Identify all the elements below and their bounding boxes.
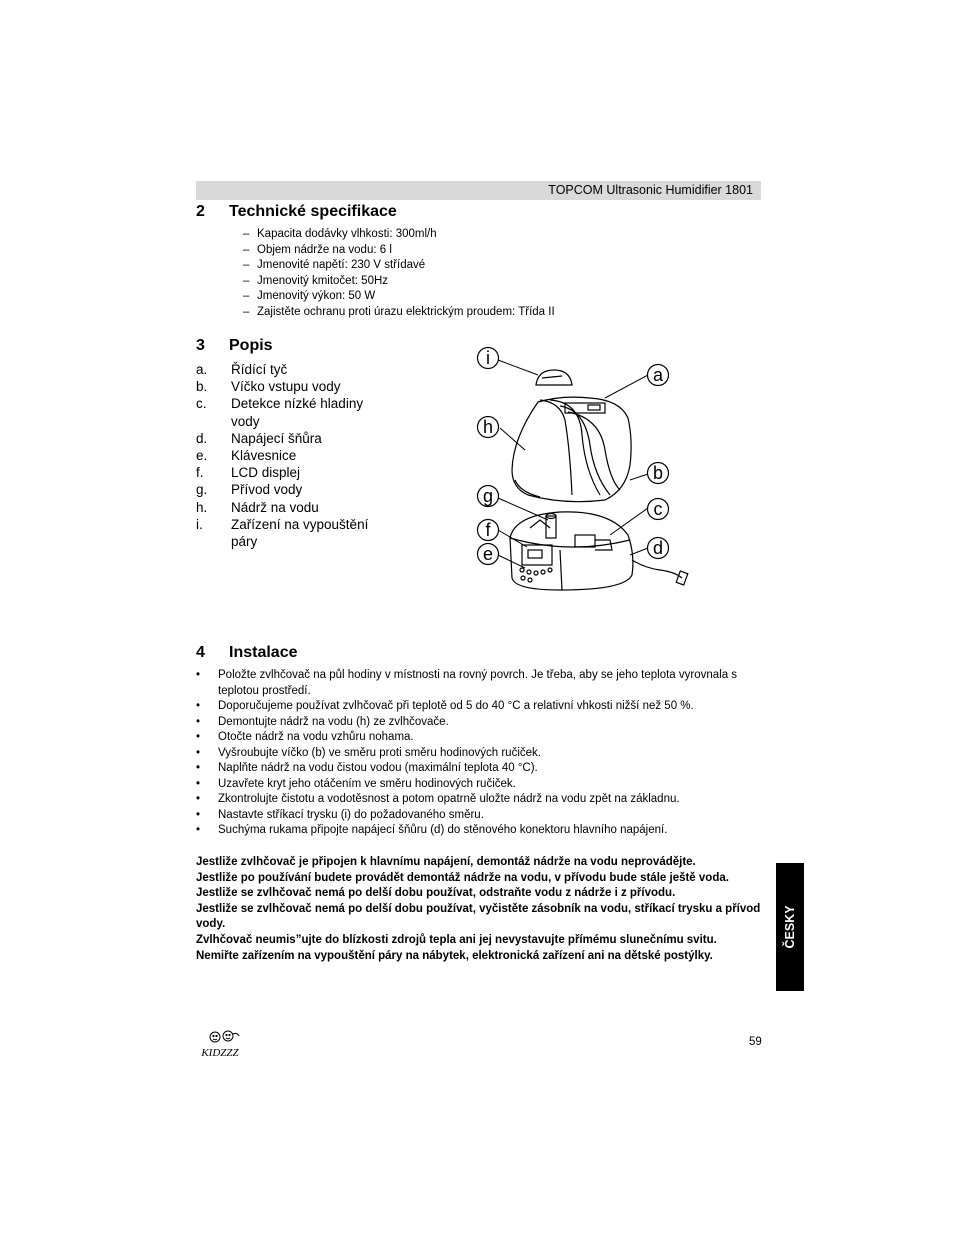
page-number: 59 bbox=[749, 1036, 762, 1048]
header-bar bbox=[196, 181, 761, 200]
list-item: h. Nádrž na vodu bbox=[196, 499, 319, 515]
section-title: Popis bbox=[229, 337, 273, 354]
language-tab bbox=[776, 863, 804, 991]
warning-line: Zvlhčovač neumis”ujte do blízkosti zdrojů tepla ani jej nevystavujte přímému slunečnímu svitu. bbox=[196, 933, 717, 946]
svg-text:KIDZZZ: KIDZZZ bbox=[201, 1047, 239, 1059]
list-item: • Otočte nádrž na vodu vzhůru nohama. bbox=[196, 731, 414, 743]
callout-label: d bbox=[652, 538, 664, 558]
humidifier-diagram bbox=[470, 340, 700, 595]
warning-line: Jestliže se zvlhčovač nemá po delší dobu používat, vyčistěte zásobník na vodu, stříkací trysku a přívod vody. bbox=[196, 902, 761, 931]
callout-label: i bbox=[486, 348, 490, 368]
warning-line: Jestliže zvlhčovač je připojen k hlavnímu napájení, demontáž nádrže na vodu neprovádějte. bbox=[196, 856, 696, 868]
list-item: • Doporučujeme používat zvlhčovač při teplotě od 5 do 40 °C a relativní vhkosti nižší než 50 %. bbox=[196, 700, 694, 712]
document-title: TOPCOM Ultrasonic Humidifier 1801 bbox=[548, 183, 753, 197]
list-item: – Jmenovité napětí: 230 V střídavé bbox=[243, 259, 426, 271]
language-label: ČESKY bbox=[783, 905, 797, 949]
section-number: 2 bbox=[196, 203, 205, 220]
callout-label: f bbox=[485, 520, 491, 540]
callout-label: h bbox=[482, 417, 494, 437]
callout-label: c bbox=[653, 499, 663, 519]
parts-list bbox=[196, 361, 381, 550]
list-item: – Objem nádrže na vodu: 6 l bbox=[243, 243, 392, 256]
spec-list bbox=[243, 227, 555, 320]
power-cord bbox=[632, 560, 682, 578]
list-item: c. Detekce nízké hladiny vody bbox=[196, 396, 364, 429]
list-item: • Demontujte nádrž na vodu (h) ze zvlhčovače. bbox=[196, 715, 449, 728]
section-number: 4 bbox=[196, 644, 205, 661]
callout-label: b bbox=[652, 463, 664, 483]
list-item: i. Zařízení na vypouštění páry bbox=[196, 516, 369, 550]
installation-list bbox=[196, 668, 766, 839]
list-item: e. Klávesnice bbox=[196, 448, 297, 464]
callout-label: e bbox=[482, 544, 494, 564]
list-item: • Naplňte nádrž na vodu čistou vodou (maximální teplota 40 °C). bbox=[196, 762, 538, 774]
list-item: • Uzavřete kryt jeho otáčením ve směru hodinových ručiček. bbox=[196, 777, 516, 790]
list-item: – Kapacita dodávky vlhkosti: 300ml/h bbox=[243, 228, 437, 240]
list-item: a. Řídící tyč bbox=[196, 362, 288, 377]
list-item: f. LCD displej bbox=[196, 465, 301, 481]
list-item: • Suchýma rukama připojte napájecí šňůru (d) do stěnového konektoru hlavního napájení. bbox=[196, 824, 668, 836]
list-item: • Nastavte stříkací trysku (i) do požadovaného směru. bbox=[196, 808, 484, 821]
kidzzz-logo bbox=[195, 1027, 245, 1059]
section-title: Technické specifikace bbox=[229, 203, 397, 220]
warnings-block bbox=[196, 855, 766, 964]
callout-label: g bbox=[482, 486, 494, 506]
warning-line: Nemiřte zařízením na vypouštění páry na nábytek, elektronická zařízení ani na dětské postýlky. bbox=[196, 949, 713, 962]
section-4-heading bbox=[196, 644, 297, 662]
list-item: g. Přívod vody bbox=[196, 482, 303, 498]
list-item: • Vyšroubujte víčko (b) ve směru proti směru hodinových ručiček. bbox=[196, 746, 541, 759]
list-item: – Jmenovitý kmitočet: 50Hz bbox=[243, 274, 389, 287]
section-3-heading bbox=[196, 337, 273, 355]
list-item: b. Víčko vstupu vody bbox=[196, 379, 341, 395]
section-title: Instalace bbox=[229, 644, 298, 661]
steam-nozzle bbox=[536, 370, 572, 385]
section-2-heading bbox=[196, 203, 397, 221]
list-item: – Zajistěte ochranu proti úrazu elektrickým proudem: Třída II bbox=[243, 305, 555, 318]
list-item: d. Napájecí šňůra bbox=[196, 430, 322, 446]
list-item: • Položte zvlhčovač na půl hodiny v místnosti na rovný povrch. Je třeba, aby se jeho teplota vyrovnala s teplotou prostředí. bbox=[196, 669, 738, 697]
warning-line: Jestliže se zvlhčovač nemá po delší dobu používat, odstraňte vodu z nádrže i z přívodu. bbox=[196, 887, 676, 900]
callout-label: a bbox=[652, 365, 664, 385]
warning-line: Jestliže po používání budete provádět demontáž nádrže na vodu, v přívodu bude stále ještě voda. bbox=[196, 871, 729, 884]
list-item: – Jmenovitý výkon: 50 W bbox=[243, 290, 376, 302]
list-item: • Zkontrolujte čistotu a vodotěsnost a potom opatrně uložte nádrž na vodu zpět na základnu. bbox=[196, 793, 680, 805]
section-number: 3 bbox=[196, 337, 205, 354]
